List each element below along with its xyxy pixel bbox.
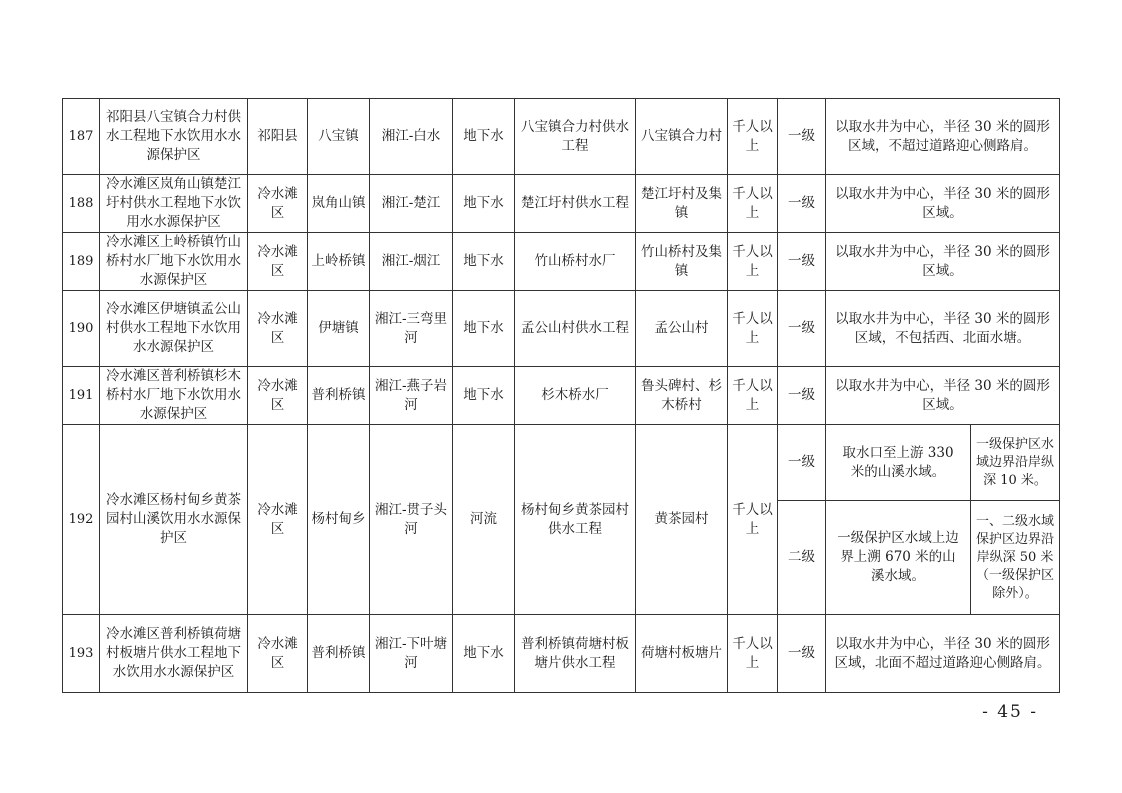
protection-scope: 以取水井为中心，半径 30 米的圆形区域，不包括西、北面水塘。 <box>826 291 1060 367</box>
source-type: 地下水 <box>453 175 515 233</box>
water-project: 八宝镇合力村供水工程 <box>515 99 636 175</box>
protection-scope: 以取水井为中心，半径 30 米的圆形区域。 <box>826 175 1060 233</box>
water-project: 孟公山村供水工程 <box>515 291 636 367</box>
table-row <box>63 615 1060 693</box>
source-type: 地下水 <box>453 367 515 425</box>
protection-area-name: 冷水滩区伊塘镇孟公山村供水工程地下水饮用水水源保护区 <box>100 291 248 367</box>
water-area-scope: 取水口至上游 330 米的山溪水域。 <box>826 425 971 501</box>
table-row <box>63 99 1060 175</box>
row-number: 191 <box>63 367 100 425</box>
water-project: 普利桥镇荷塘村板塘片供水工程 <box>515 615 636 693</box>
county: 冷水滩区 <box>248 615 308 693</box>
service-scale: 千人以上 <box>728 291 778 367</box>
served-area: 八宝镇合力村 <box>636 99 728 175</box>
protection-scope: 以取水井为中心，半径 30 米的圆形区域。 <box>826 367 1060 425</box>
county: 冷水滩区 <box>248 291 308 367</box>
row-number: 187 <box>63 99 100 175</box>
water-project: 楚江圩村供水工程 <box>515 175 636 233</box>
water-project: 竹山桥村水厂 <box>515 233 636 291</box>
river-basin: 湘江-下叶塘河 <box>370 615 453 693</box>
service-scale: 千人以上 <box>728 615 778 693</box>
service-scale: 千人以上 <box>728 175 778 233</box>
table-row <box>63 175 1060 233</box>
source-type: 地下水 <box>453 233 515 291</box>
protection-scope: 以取水井为中心，半径 30 米的圆形区域，不超过道路迎心侧路肩。 <box>826 99 1060 175</box>
river-basin: 湘江-烟江 <box>370 233 453 291</box>
county: 冷水滩区 <box>248 233 308 291</box>
service-scale: 千人以上 <box>728 99 778 175</box>
served-area: 楚江圩村及集镇 <box>636 175 728 233</box>
protection-level: 一级 <box>778 99 826 175</box>
table-row <box>63 367 1060 425</box>
county: 祁阳县 <box>248 99 308 175</box>
county: 冷水滩区 <box>248 175 308 233</box>
town: 伊塘镇 <box>308 291 370 367</box>
source-type: 河流 <box>453 425 515 615</box>
water-project: 杨村甸乡黄茶园村供水工程 <box>515 425 636 615</box>
row-number: 189 <box>63 233 100 291</box>
source-type: 地下水 <box>453 615 515 693</box>
town: 岚角山镇 <box>308 175 370 233</box>
river-basin: 湘江-三弯里河 <box>370 291 453 367</box>
served-area: 黄茶园村 <box>636 425 728 615</box>
county: 冷水滩区 <box>248 425 308 615</box>
service-scale: 千人以上 <box>728 425 778 615</box>
protection-area-name: 冷水滩区上岭桥镇竹山桥村水厂地下水饮用水水源保护区 <box>100 233 248 291</box>
water-project: 杉木桥水厂 <box>515 367 636 425</box>
river-basin: 湘江-贯子头河 <box>370 425 453 615</box>
county: 冷水滩区 <box>248 367 308 425</box>
row-number: 192 <box>63 425 100 615</box>
protection-level: 一级 <box>778 367 826 425</box>
service-scale: 千人以上 <box>728 233 778 291</box>
town: 杨村甸乡 <box>308 425 370 615</box>
protection-area-name: 冷水滩区岚角山镇楚江圩村供水工程地下水饮用水水源保护区 <box>100 175 248 233</box>
table-row <box>63 425 1060 501</box>
row-number: 190 <box>63 291 100 367</box>
river-basin: 湘江-燕子岩河 <box>370 367 453 425</box>
town: 普利桥镇 <box>308 615 370 693</box>
row-number: 188 <box>63 175 100 233</box>
protection-level: 一级 <box>778 425 826 501</box>
town: 上岭桥镇 <box>308 233 370 291</box>
service-scale: 千人以上 <box>728 367 778 425</box>
protection-area-name: 祁阳县八宝镇合力村供水工程地下水饮用水水源保护区 <box>100 99 248 175</box>
source-type: 地下水 <box>453 99 515 175</box>
table-row <box>63 291 1060 367</box>
row-number: 193 <box>63 615 100 693</box>
river-basin: 湘江-白水 <box>370 99 453 175</box>
served-area: 竹山桥村及集镇 <box>636 233 728 291</box>
served-area: 鲁头碑村、杉木桥村 <box>636 367 728 425</box>
served-area: 荷塘村板塘片 <box>636 615 728 693</box>
river-basin: 湘江-楚江 <box>370 175 453 233</box>
protection-level: 一级 <box>778 291 826 367</box>
source-protection-table <box>62 98 1060 693</box>
source-type: 地下水 <box>453 291 515 367</box>
table-row <box>63 233 1060 291</box>
protection-scope: 以取水井为中心，半径 30 米的圆形区域。 <box>826 233 1060 291</box>
protection-level: 一级 <box>778 175 826 233</box>
protection-scope: 以取水井为中心，半径 30 米的圆形区域，北面不超过道路迎心侧路肩。 <box>826 615 1060 693</box>
land-area-scope: 一、二级水域保护区边界沿岸纵深 50 米（一级保护区除外）。 <box>971 501 1060 615</box>
water-area-scope: 一级保护区水域上边界上溯 670 米的山溪水域。 <box>826 501 971 615</box>
protection-level: 一级 <box>778 233 826 291</box>
page-number: - 45 - <box>982 702 1038 722</box>
protection-level: 一级 <box>778 615 826 693</box>
protection-level: 二级 <box>778 501 826 615</box>
protection-area-name: 冷水滩区普利桥镇杉木桥村水厂地下水饮用水水源保护区 <box>100 367 248 425</box>
protection-area-name: 冷水滩区杨村甸乡黄茶园村山溪饮用水水源保护区 <box>100 425 248 615</box>
protection-area-name: 冷水滩区普利桥镇荷塘村板塘片供水工程地下水饮用水水源保护区 <box>100 615 248 693</box>
town: 普利桥镇 <box>308 367 370 425</box>
town: 八宝镇 <box>308 99 370 175</box>
land-area-scope: 一级保护区水域边界沿岸纵深 10 米。 <box>971 425 1060 501</box>
served-area: 孟公山村 <box>636 291 728 367</box>
